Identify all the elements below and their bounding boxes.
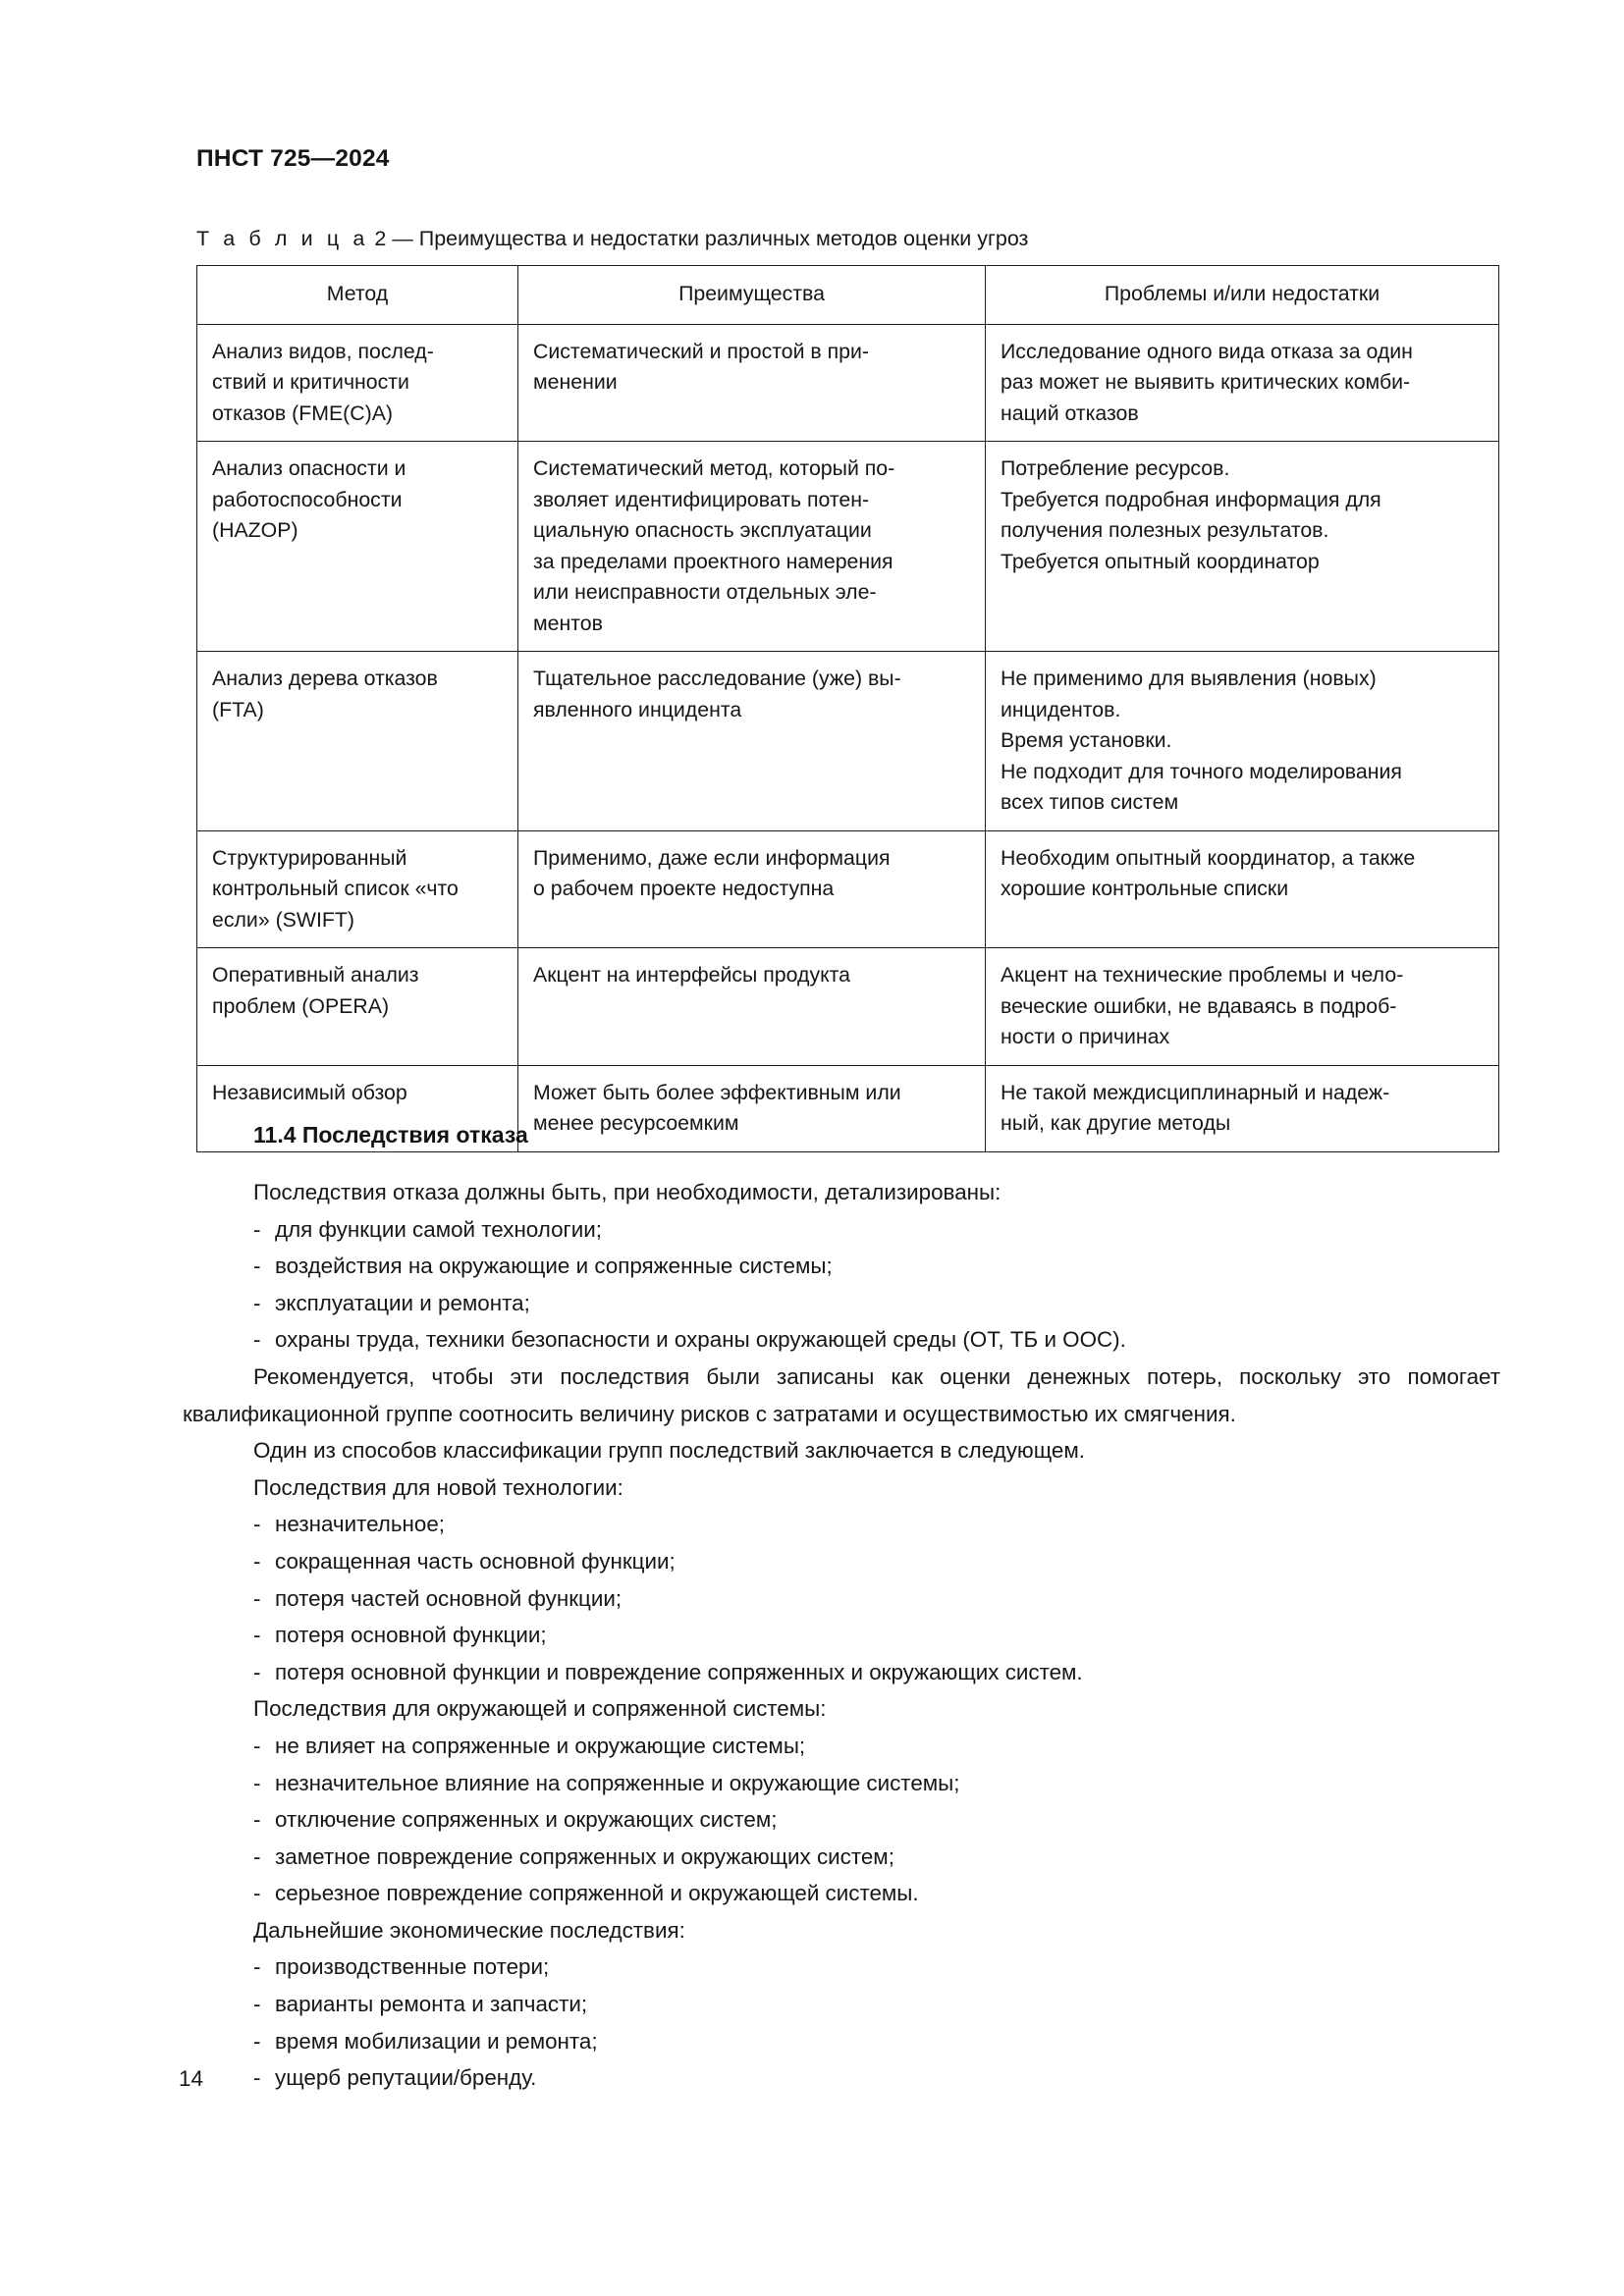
list-dash-marker: - [253,1512,261,1537]
cell-text-line: Может быть более эффективным или [533,1080,901,1104]
cell-text-line: (HAZOP) [212,518,298,542]
cell-problems [986,652,1499,831]
cell-method [197,324,518,442]
cell-advantages [518,1065,986,1151]
list-item [183,1580,1500,1618]
list-dash-marker: - [253,1585,261,1611]
cell-text-line: контрольный список «что [212,877,459,900]
list-item [183,1543,1500,1580]
list-item-label: серьезное повреждение сопряженной и окружающей системы. [275,1881,919,1906]
recommendation-paragraph: Рекомендуется, чтобы эти последствия были записаны как оценки денежных потерь, поскольку это помогает квалификационной группе соотносить величину рисков с затратами и осуществимостью их смягчения. [183,1363,1500,1426]
cell-text-line: менее ресурсоемким [533,1111,739,1135]
cell-text-line: Независимый обзор [212,1080,407,1104]
intro-list [183,1211,1500,1359]
list-item [183,1321,1500,1359]
list-item-label: эксплуатации и ремонта; [275,1290,530,1315]
list-item [183,1728,1500,1765]
cell-problems [986,948,1499,1066]
list-item-label: заметное повреждение сопряженных и окружающих систем; [275,1843,894,1869]
table-caption-label: Т а б л и ц а [196,227,369,250]
intro-paragraph: Последствия отказа должны быть, при необходимости, детализированы: [253,1180,1001,1204]
cell-text-line: Анализ дерева отказов [212,667,438,690]
section-body [183,1174,1500,2097]
cell-text-line: раз может не выявить критических комби- [1001,370,1411,394]
table-caption-text: 2 — Преимущества и недостатки различных методов оценки угроз [368,227,1029,250]
cell-text-line: ствий и критичности [212,370,409,394]
cell-text-line: Оперативный анализ [212,963,419,987]
cell-text-line: ментов [533,611,603,635]
cell-text-line: наций отказов [1001,400,1139,425]
cell-text-line: Акцент на технические проблемы и чело- [1001,963,1404,987]
cell-advantages [518,948,986,1066]
section-heading: 11.4 Последствия отказа [253,1122,528,1148]
list-item-label: охраны труда, техники безопасности и охраны окружающей среды (ОТ, ТБ и ООС). [275,1327,1126,1353]
cell-advantages [518,652,986,831]
cell-text-line: всех типов систем [1001,790,1179,814]
list-item [183,2023,1500,2060]
cell-text-line: ный, как другие методы [1001,1111,1231,1135]
cell-text-line: менении [533,370,618,394]
cell-method [197,652,518,831]
cell-text-line: если» (SWIFT) [212,907,355,932]
cell-text-line: Не применимо для выявления (новых) [1001,667,1377,690]
cell-text-line: Анализ опасности и [212,456,406,480]
cell-text-line: отказов (FME(C)A) [212,400,394,425]
cell-text-line: о рабочем проекте недоступна [533,877,835,900]
list-item-label: варианты ремонта и запчасти; [275,1992,588,2017]
cell-text-line: Систематический метод, который по- [533,456,895,480]
list-item-label: потеря частей основной функции; [275,1585,623,1611]
cell-advantages [518,830,986,948]
cell-text-line: Не такой междисциплинарный и надеж- [1001,1080,1390,1104]
list-item-label: отключение сопряженных и окружающих систем; [275,1807,778,1833]
cell-text-line: Анализ видов, послед- [212,339,434,363]
cell-text-line: Необходим опытный координатор, а также [1001,845,1416,870]
list-item [183,1839,1500,1876]
list-item [183,1875,1500,1912]
list-item-label: потеря основной функции и повреждение сопряженных и окружающих систем. [275,1659,1083,1684]
running-header: ПНСТ 725—2024 [196,145,390,172]
list-item-label: для функции самой технологии; [275,1216,602,1242]
group-title: Последствия для окружающей и сопряженной системы: [253,1696,827,1722]
column-header-advantages: Преимущества [518,266,986,325]
cell-text-line: за пределами проектного намерения [533,549,893,573]
cell-text-line: Требуется подробная информация для [1001,487,1381,511]
classification-intro: Один из способов классификации групп последствий заключается в следующем. [253,1438,1085,1464]
cell-text-line: проблем (OPERA) [212,993,390,1018]
list-item-label: незначительное; [275,1512,446,1537]
list-dash-marker: - [253,1623,261,1648]
list-item [183,1617,1500,1654]
cell-problems [986,442,1499,652]
cell-text-line: Не подходит для точного моделирования [1001,759,1402,783]
list-dash-marker: - [253,2028,261,2054]
table-row [197,442,1499,652]
cell-text-line: работоспособности [212,487,403,511]
table-body [197,324,1499,1151]
cell-text-line: Акцент на интерфейсы продукта [533,963,851,987]
table-caption [196,227,1028,251]
cell-method [197,442,518,652]
cell-text-line: циальную опасность эксплуатации [533,518,872,542]
cell-text-line: ности о причинах [1001,1025,1170,1048]
list-dash-marker: - [253,1290,261,1315]
list-dash-marker: - [253,1659,261,1684]
list-item [183,1654,1500,1691]
cell-text-line: явленного инцидента [533,697,742,721]
list-dash-marker: - [253,1254,261,1279]
table-header-row [197,266,1499,325]
list-item-label: незначительное влияние на сопряженные и окружающие системы; [275,1770,960,1795]
cell-text-line: Потребление ресурсов. [1001,456,1230,480]
cell-text-line: Тщательное расследование (уже) вы- [533,667,901,690]
cell-text-line: Требуется опытный координатор [1001,549,1320,573]
cell-text-line: получения полезных результатов. [1001,518,1329,542]
list-item-label: ущерб репутации/бренду. [275,2065,537,2091]
threat-assessment-methods-table [196,265,1499,1152]
cell-advantages [518,324,986,442]
list-dash-marker: - [253,1843,261,1869]
group-title: Последствия для новой технологии: [253,1474,623,1500]
list-item [183,1211,1500,1249]
list-item [183,1986,1500,2023]
list-item-label: производственные потери; [275,1954,550,1980]
cell-text-line: Систематический и простой в при- [533,339,870,363]
table-row [197,948,1499,1066]
list-item [183,1765,1500,1802]
cell-method [197,948,518,1066]
list-item [183,1801,1500,1839]
consequence-groups [183,1469,1500,2097]
cell-problems [986,324,1499,442]
list-item [183,1506,1500,1543]
group-title: Дальнейшие экономические последствия: [253,1917,685,1943]
list-dash-marker: - [253,2065,261,2091]
list-item [183,1949,1500,1986]
list-dash-marker: - [253,1992,261,2017]
list-item [183,1285,1500,1322]
cell-text-line: хорошие контрольные списки [1001,877,1289,900]
cell-text-line: веческие ошибки, не вдаваясь в подроб- [1001,993,1397,1018]
cell-text-line: или неисправности отдельных эле- [533,580,877,604]
cell-text-line: Применимо, даже если информация [533,845,891,870]
list-dash-marker: - [253,1733,261,1758]
list-dash-marker: - [253,1954,261,1980]
column-header-method: Метод [197,266,518,325]
list-dash-marker: - [253,1216,261,1242]
cell-advantages [518,442,986,652]
list-item-label: потеря основной функции; [275,1623,547,1648]
cell-problems [986,830,1499,948]
list-dash-marker: - [253,1807,261,1833]
table-row [197,324,1499,442]
list-dash-marker: - [253,1327,261,1353]
list-item-label: сокращенная часть основной функции; [275,1548,676,1574]
cell-text-line: Структурированный [212,845,407,870]
list-item-label: время мобилизации и ремонта; [275,2028,598,2054]
page-number: 14 [179,2066,204,2091]
cell-method [197,830,518,948]
cell-text-line: зволяет идентифицировать потен- [533,487,870,511]
cell-text-line: (FTA) [212,697,264,721]
table-row [197,652,1499,831]
list-item [183,1248,1500,1285]
list-dash-marker: - [253,1881,261,1906]
list-item-label: не влияет на сопряженные и окружающие системы; [275,1733,806,1758]
cell-text-line: инцидентов. [1001,697,1121,721]
column-header-problems: Проблемы и/или недостатки [986,266,1499,325]
list-dash-marker: - [253,1770,261,1795]
list-item-label: воздействия на окружающие и сопряженные системы; [275,1254,833,1279]
list-item [183,2059,1500,2097]
cell-text-line: Исследование одного вида отказа за один [1001,339,1413,363]
list-dash-marker: - [253,1548,261,1574]
cell-problems [986,1065,1499,1151]
table-row [197,830,1499,948]
cell-text-line: Время установки. [1001,728,1172,752]
